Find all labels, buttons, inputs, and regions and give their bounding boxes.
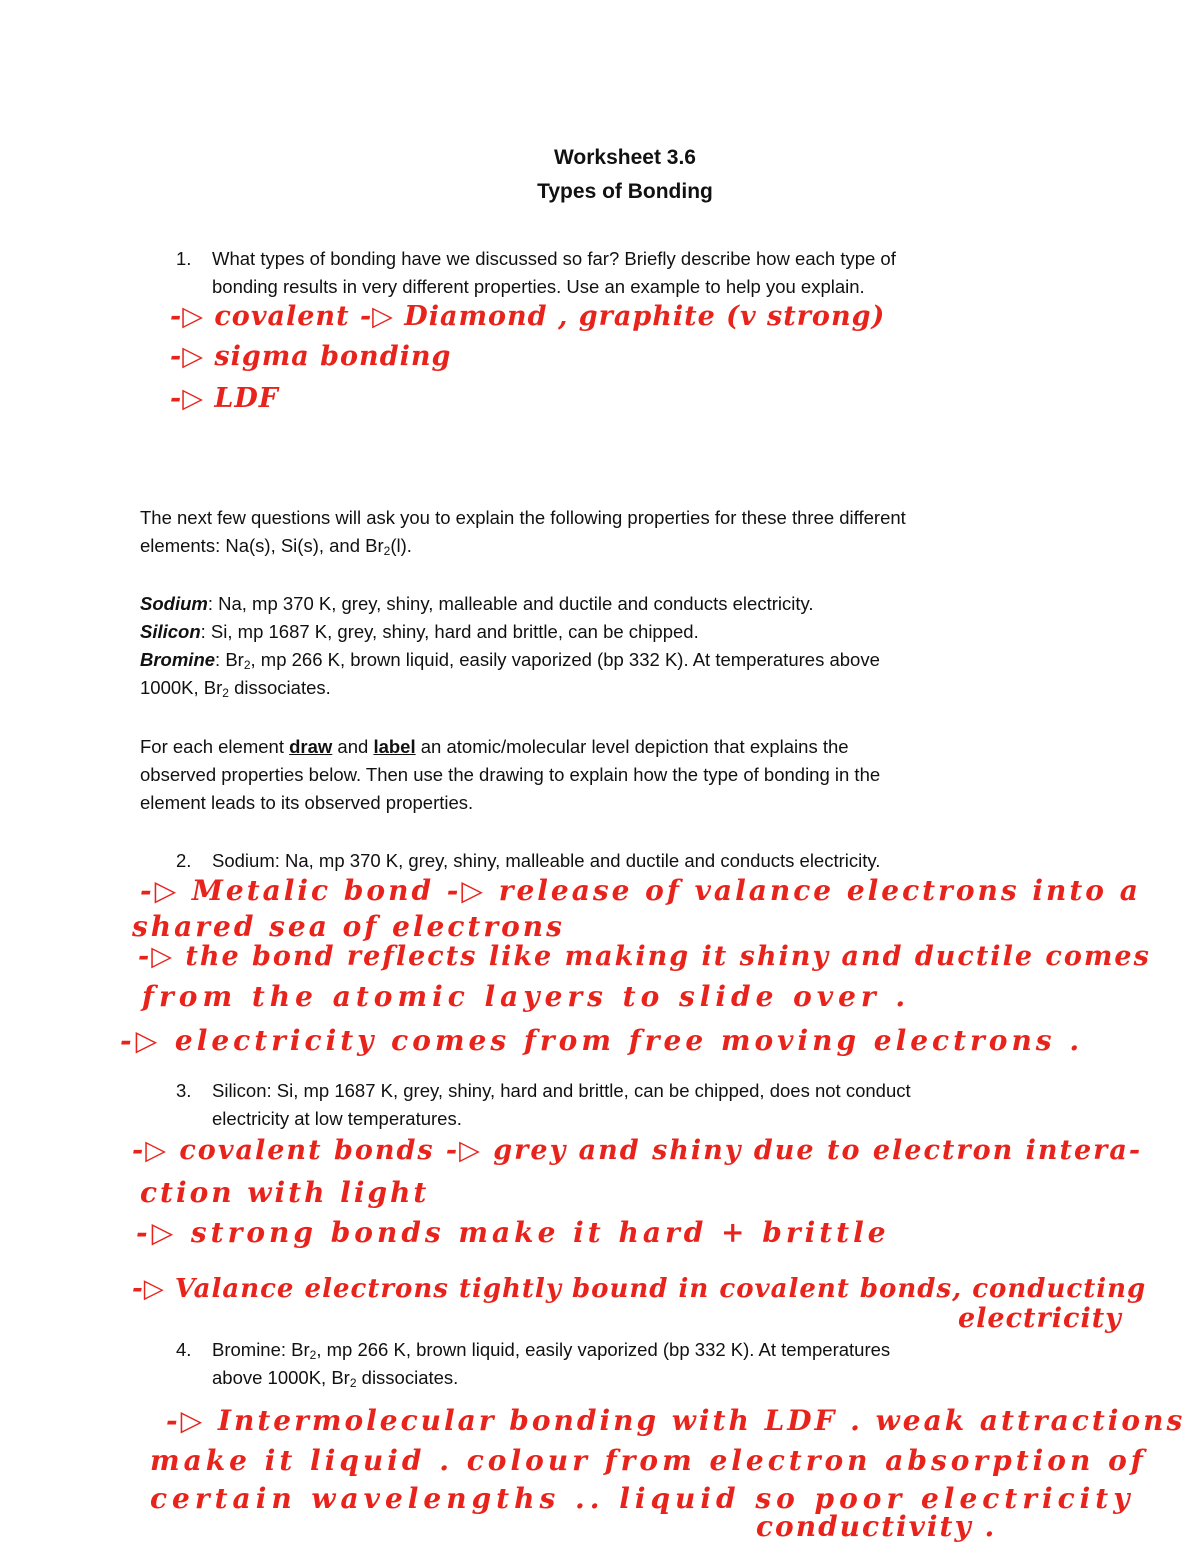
q1-number: 1.: [176, 248, 192, 269]
q3-handwritten-answer-1: -▷ covalent bonds -▷ grey and shiny due to electron intera-: [132, 1135, 1143, 1166]
q2-handwritten-answer-5: -▷ electricity comes from free moving electrons .: [120, 1024, 1084, 1057]
q3-text-line1: Silicon: Si, mp 1687 K, grey, shiny, hard and brittle, can be chipped, does not conduct: [212, 1080, 911, 1101]
silicon-properties: Silicon: Si, mp 1687 K, grey, shiny, hard and brittle, can be chipped.: [140, 621, 699, 642]
q1-text-line1: What types of bonding have we discussed so far? Briefly describe how each type of: [212, 248, 896, 269]
q3-handwritten-answer-2: ction with light: [140, 1176, 430, 1209]
q4-handwritten-answer-1: -▷ Intermolecular bonding with LDF . weak attractions: [166, 1404, 1186, 1437]
q2-handwritten-answer-1: -▷ Metalic bond -▷ release of valance electrons into a: [140, 874, 1141, 907]
q4-handwritten-answer-2: make it liquid . colour from electron absorption of: [150, 1444, 1147, 1477]
q1-handwritten-answer-3: -▷ LDF: [170, 383, 279, 414]
bromine-properties: Bromine: $Br_2$, mp 266 K, brown liquid, easily vaporized (bp 332 K). At temperatures above: [140, 649, 880, 672]
instructions-line1: For each element draw and label an atomic/molecular level depiction that explains the: [140, 736, 849, 757]
bromine-properties-cont: 1000K, $Br_2$ dissociates.: [140, 677, 331, 700]
q1-text-line2: bonding results in very different properties. Use an example to help you explain.: [212, 276, 865, 297]
q2-text: Sodium: Na, mp 370 K, grey, shiny, malleable and ductile and conducts electricity.: [212, 850, 881, 871]
worksheet-subtitle: Types of Bonding: [537, 180, 713, 203]
q2-handwritten-answer-4: from the atomic layers to slide over .: [142, 980, 911, 1013]
sodium-properties: Sodium: Na, mp 370 K, grey, shiny, malleable and ductile and conducts electricity.: [140, 593, 814, 614]
instructions-line3: element leads to its observed properties.: [140, 792, 474, 813]
q2-handwritten-answer-3: -▷ the bond reflects like making it shiny and ductile comes: [138, 941, 1151, 972]
q2-number: 2.: [176, 850, 192, 871]
q4-text-line2: above 1000K, $Br_2$ dissociates.: [212, 1367, 459, 1390]
worksheet-title: Worksheet 3.6: [553, 146, 696, 169]
q4-text-line1: Bromine: $Br_2$, mp 266 K, brown liquid, easily vaporized (bp 332 K). At temperatures: [212, 1339, 891, 1362]
q1-handwritten-answer-1: -▷ covalent -▷ Diamond , graphite (v strong): [170, 301, 886, 332]
q3-handwritten-answer-3: -▷ strong bonds make it hard + brittle: [136, 1216, 890, 1249]
q4-handwritten-answer-3: certain wavelengths .. liquid so poor electricity: [150, 1482, 1135, 1515]
q1-handwritten-answer-2: -▷ sigma bonding: [170, 341, 452, 372]
q3-number: 3.: [176, 1080, 192, 1101]
q3-handwritten-answer-5: electricity: [958, 1303, 1122, 1334]
q3-text-line2: electricity at low temperatures.: [212, 1108, 462, 1129]
intro-line2: elements: Na(s), Si(s), and $Br_2(l)$.: [140, 535, 412, 558]
q4-handwritten-answer-4: conductivity .: [756, 1510, 997, 1543]
instructions-line2: observed properties below. Then use the drawing to explain how the type of bonding in the: [140, 764, 881, 785]
q3-handwritten-answer-4: -▷ Valance electrons tightly bound in covalent bonds, conducting: [132, 1274, 1147, 1304]
intro-line1: The next few questions will ask you to explain the following properties for these three different: [140, 507, 906, 528]
q2-handwritten-answer-2: shared sea of electrons: [132, 910, 565, 943]
q4-number: 4.: [176, 1339, 192, 1360]
